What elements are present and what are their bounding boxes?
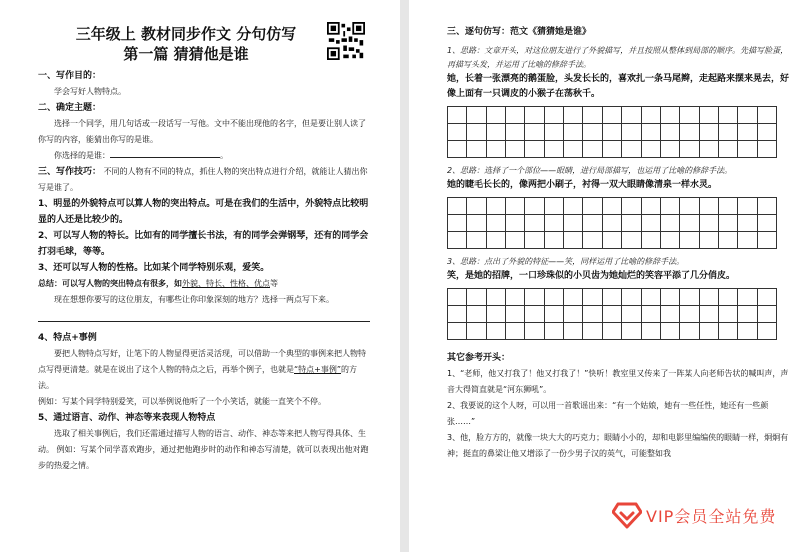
grid-cell[interactable] — [487, 141, 506, 158]
grid-cell[interactable] — [719, 215, 738, 232]
grid-cell[interactable] — [506, 232, 525, 249]
vip-watermark-text: VIP会员全站免费 — [646, 506, 777, 526]
grid-cell[interactable] — [448, 306, 467, 323]
paragraph: 选择一个同学，用几句话或一段话写一写他。文中不能出现他的名字，但是要让别人读了你写的内容，能猜出你写的是谁。 — [38, 119, 366, 144]
vip-watermark — [612, 500, 800, 530]
grid-cell[interactable] — [467, 124, 486, 141]
grid-cell[interactable] — [603, 323, 622, 340]
section-heading: 4、特点+事例 — [38, 333, 97, 343]
grid-cell[interactable] — [680, 306, 699, 323]
grid-cell[interactable] — [487, 198, 506, 215]
grid-cell[interactable] — [583, 124, 602, 141]
grid-cell[interactable] — [448, 107, 467, 124]
grid-cell[interactable] — [680, 124, 699, 141]
section-heading: 一、写作目的： — [38, 71, 102, 81]
writing-grid[interactable] — [447, 197, 777, 249]
grid-cell[interactable] — [603, 198, 622, 215]
grid-cell[interactable] — [738, 215, 757, 232]
writing-grid[interactable] — [447, 288, 777, 340]
grid-cell[interactable] — [564, 141, 583, 158]
grid-cell[interactable] — [680, 215, 699, 232]
grid-cell[interactable] — [448, 124, 467, 141]
summary: 总结：可以写人物的突出特点有很多，如外貌、特长、性格、优点等 — [38, 279, 278, 288]
grid-cell[interactable] — [525, 323, 544, 340]
grid-cell[interactable] — [545, 107, 564, 124]
grid-cell[interactable] — [758, 306, 777, 323]
grid-cell[interactable] — [525, 124, 544, 141]
grid-cell[interactable] — [661, 198, 680, 215]
section-heading: 三、写作技巧： — [38, 167, 102, 177]
grid-cell[interactable] — [448, 289, 467, 306]
grid-cell[interactable] — [700, 232, 719, 249]
grid-cell[interactable] — [506, 107, 525, 124]
sample-sentence: 她，长着一张漂亮的鹅蛋脸，头发长长的，喜欢扎一条马尾辫，走起路来摆来晃去，好像上面有一只调皮的小猴子在荡秋千。 — [447, 74, 790, 99]
grid-cell[interactable] — [661, 306, 680, 323]
grid-cell[interactable] — [564, 289, 583, 306]
grid-cell[interactable] — [758, 289, 777, 306]
grid-cell[interactable] — [758, 124, 777, 141]
grid-cell[interactable] — [583, 323, 602, 340]
grid-cell[interactable] — [583, 198, 602, 215]
section-heading: 二、确定主题： — [38, 103, 102, 113]
section-heading: 三、逐句仿写：范文《猜猜她是谁》 — [447, 27, 592, 37]
grid-cell[interactable] — [738, 289, 757, 306]
grid-cell[interactable] — [622, 289, 641, 306]
grid-cell[interactable] — [467, 141, 486, 158]
grid-cell[interactable] — [545, 141, 564, 158]
grid-cell[interactable] — [622, 124, 641, 141]
grid-cell[interactable] — [603, 141, 622, 158]
grid-cell[interactable] — [506, 289, 525, 306]
grid-cell[interactable] — [700, 289, 719, 306]
grid-cell[interactable] — [506, 306, 525, 323]
grid-cell[interactable] — [467, 232, 486, 249]
grid-cell[interactable] — [487, 306, 506, 323]
grid-cell[interactable] — [525, 232, 544, 249]
grid-cell[interactable] — [487, 289, 506, 306]
grid-cell[interactable] — [719, 289, 738, 306]
grid-cell[interactable] — [758, 232, 777, 249]
grid-cell[interactable] — [642, 141, 661, 158]
section-heading: 5、通过语言、动作、神态等来表现人物特点 — [38, 413, 216, 423]
grid-cell[interactable] — [758, 215, 777, 232]
grid-cell[interactable] — [525, 141, 544, 158]
technique-1: 1、明显的外貌特点可以算人物的突出特点。可是在我们的生活中，外貌特点比较明显的人还是比较少的。 — [38, 199, 369, 225]
grid-cell[interactable] — [758, 107, 777, 124]
grid-cell[interactable] — [661, 124, 680, 141]
grid-cell[interactable] — [700, 198, 719, 215]
grid-cell[interactable] — [506, 215, 525, 232]
grid-cell[interactable] — [583, 107, 602, 124]
grid-cell[interactable] — [487, 215, 506, 232]
grid-cell[interactable] — [642, 107, 661, 124]
grid-cell[interactable] — [545, 232, 564, 249]
grid-cell[interactable] — [622, 232, 641, 249]
grid-cell[interactable] — [564, 107, 583, 124]
grid-cell[interactable] — [467, 323, 486, 340]
prompt-question: 现在想想你要写的这位朋友，有哪些让你印象深刻的地方？选择一两点写下来。 — [54, 295, 334, 304]
model-hint: 3、思路：点出了外貌的特征——笑，同样运用了比喻的修辞手法。 — [447, 257, 685, 266]
grid-cell[interactable] — [680, 323, 699, 340]
grid-cell[interactable] — [545, 323, 564, 340]
grid-cell[interactable] — [467, 215, 486, 232]
grid-cell[interactable] — [525, 289, 544, 306]
grid-cell[interactable] — [642, 198, 661, 215]
grid-cell[interactable] — [583, 289, 602, 306]
grid-cell[interactable] — [738, 306, 757, 323]
grid-cell[interactable] — [564, 198, 583, 215]
grid-cell[interactable] — [622, 306, 641, 323]
grid-cell[interactable] — [661, 323, 680, 340]
grid-cell[interactable] — [525, 107, 544, 124]
qr-code-icon — [327, 22, 365, 60]
paragraph: 学会写好人物特点。 — [54, 87, 126, 96]
page-subtitle: 第一篇 猜猜他是谁 — [123, 45, 249, 63]
grid-cell[interactable] — [642, 306, 661, 323]
answer-line[interactable] — [38, 308, 370, 322]
grid-cell[interactable] — [583, 306, 602, 323]
grid-cell[interactable] — [603, 306, 622, 323]
grid-cell[interactable] — [661, 289, 680, 306]
grid-cell[interactable] — [525, 306, 544, 323]
grid-cell[interactable] — [487, 323, 506, 340]
grid-cell[interactable] — [583, 141, 602, 158]
grid-cell[interactable] — [603, 215, 622, 232]
grid-cell[interactable] — [487, 107, 506, 124]
grid-cell[interactable] — [680, 198, 699, 215]
grid-cell[interactable] — [622, 141, 641, 158]
grid-cell[interactable] — [700, 323, 719, 340]
sample-sentence: 她的睫毛长长的，像两把小刷子，衬得一双大眼睛像清泉一样水灵。 — [447, 180, 718, 190]
grid-cell[interactable] — [700, 124, 719, 141]
grid-cell[interactable] — [622, 323, 641, 340]
grid-cell[interactable] — [448, 141, 467, 158]
grid-cell[interactable] — [603, 107, 622, 124]
grid-cell[interactable] — [448, 198, 467, 215]
grid-cell[interactable] — [719, 232, 738, 249]
grid-cell[interactable] — [467, 289, 486, 306]
page-title: 三年级上 教材同步作文 分句仿写 — [75, 25, 297, 43]
reference-opening: 3、他，脸方方的，就像一块大大的巧克力；眼睛小小的，却和电影里编编侠的眼睛一样，炯炯有神；挺直的鼻梁让他又增添了一份少男子汉的英气，可能整如我 — [447, 433, 789, 458]
grid-cell[interactable] — [467, 198, 486, 215]
grid-cell[interactable] — [564, 124, 583, 141]
grid-cell[interactable] — [545, 289, 564, 306]
worksheet-page-left — [0, 0, 400, 552]
worksheet-page-right — [409, 0, 804, 552]
grid-cell[interactable] — [467, 306, 486, 323]
grid-cell[interactable] — [545, 306, 564, 323]
technique-3: 3、还可以写人物的性格。比如某个同学特别乐观，爱笑。 — [38, 263, 270, 273]
grid-cell[interactable] — [487, 124, 506, 141]
grid-cell[interactable] — [680, 232, 699, 249]
grid-cell[interactable] — [603, 124, 622, 141]
grid-cell[interactable] — [680, 107, 699, 124]
grid-cell[interactable] — [642, 232, 661, 249]
paragraph — [38, 164, 370, 196]
grid-cell[interactable] — [700, 107, 719, 124]
grid-cell[interactable] — [738, 198, 757, 215]
grid-cell[interactable] — [506, 323, 525, 340]
grid-cell[interactable] — [700, 215, 719, 232]
grid-cell[interactable] — [622, 198, 641, 215]
grid-cell[interactable] — [525, 198, 544, 215]
grid-cell[interactable] — [603, 289, 622, 306]
reference-opening: 1、“老师，他又打我了！他又打我了！”快听！教室里又传来了一阵某人向老师告状的喊叫声，声音大得简直就是“河东狮吼”。 — [447, 369, 789, 394]
writing-grid[interactable] — [447, 106, 777, 158]
grid-cell[interactable] — [738, 124, 757, 141]
model-hint: 1、思路：文章开头，对这位朋友进行了外貌描写，并且按照从整体到局部的顺序。先描写脸蛋，再描写头发，并运用了比喻的修辞手法。 — [447, 46, 789, 69]
grid-cell[interactable] — [738, 141, 757, 158]
grid-cell[interactable] — [738, 232, 757, 249]
reference-opening: 2、我要说的这个人呀，可以用一首歌谣出来：“有一个姑娘，她有一些任性，她还有一些颜张……” — [447, 401, 769, 426]
grid-cell[interactable] — [719, 198, 738, 215]
grid-cell[interactable] — [758, 141, 777, 158]
choose-label: 你选择的是谁： — [54, 151, 110, 160]
grid-cell[interactable] — [622, 215, 641, 232]
grid-cell[interactable] — [545, 215, 564, 232]
vip-diamond-icon — [612, 501, 642, 529]
grid-cell[interactable] — [487, 232, 506, 249]
choose-line: 你选择的是谁： 。 — [38, 148, 370, 164]
grid-cell[interactable] — [467, 107, 486, 124]
grid-cell[interactable] — [661, 107, 680, 124]
answer-blank[interactable] — [110, 148, 220, 158]
grid-cell[interactable] — [448, 323, 467, 340]
grid-cell[interactable] — [719, 323, 738, 340]
grid-cell[interactable] — [758, 323, 777, 340]
grid-cell[interactable] — [603, 232, 622, 249]
grid-cell[interactable] — [642, 289, 661, 306]
grid-cell[interactable] — [525, 215, 544, 232]
sample-sentence: 笑，是她的招牌，一口珍珠似的小贝齿为她灿烂的笑容平添了几分俏皮。 — [447, 271, 736, 281]
grid-cell[interactable] — [661, 141, 680, 158]
grid-cell[interactable] — [583, 232, 602, 249]
grid-cell[interactable] — [642, 215, 661, 232]
grid-cell[interactable] — [545, 198, 564, 215]
grid-cell[interactable] — [564, 306, 583, 323]
grid-cell[interactable] — [506, 141, 525, 158]
grid-cell[interactable] — [642, 323, 661, 340]
grid-cell[interactable] — [642, 124, 661, 141]
paragraph: 选取了相关事例后，我们还需通过描写人物的语言、动作、神态等来把人物写得具体、生动。 例如：写某个同学喜欢跑步，通过把他跑步时的动作和神态写清楚，就可以表现出他对跑步的热爱之情。 — [38, 429, 369, 470]
grid-cell[interactable] — [564, 232, 583, 249]
grid-cell[interactable] — [564, 215, 583, 232]
grid-cell[interactable] — [583, 215, 602, 232]
technique-lead: 不同的人物有不同的特点，抓住人物的突出特点进行介绍，就能让人猜出你写是谁了。 — [38, 167, 368, 192]
grid-cell[interactable] — [661, 232, 680, 249]
grid-cell[interactable] — [564, 323, 583, 340]
grid-cell[interactable] — [719, 107, 738, 124]
model-hint: 2、思路：选择了一个部位——眼睛，进行局部描写，也运用了比喻的修辞手法。 — [447, 166, 733, 175]
section-heading: 其它参考开头： — [447, 353, 511, 363]
technique-2: 2、可以写人物的特长。比如有的同学擅长书法，有的同学会弹钢琴，还有的同学会打羽毛球，等等。 — [38, 231, 369, 257]
grid-cell[interactable] — [680, 141, 699, 158]
grid-cell[interactable] — [758, 198, 777, 215]
grid-cell[interactable] — [622, 107, 641, 124]
grid-cell[interactable] — [680, 289, 699, 306]
grid-cell[interactable] — [719, 124, 738, 141]
grid-cell[interactable] — [545, 124, 564, 141]
grid-cell[interactable] — [738, 107, 757, 124]
grid-cell[interactable] — [448, 215, 467, 232]
grid-cell[interactable] — [719, 141, 738, 158]
grid-cell[interactable] — [738, 323, 757, 340]
grid-cell[interactable] — [700, 141, 719, 158]
grid-cell[interactable] — [661, 215, 680, 232]
example: 例如：写某个同学特别爱笑，可以举例说他听了一个小笑话，就能一直笑个不停。 — [38, 397, 326, 406]
grid-cell[interactable] — [719, 306, 738, 323]
grid-cell[interactable] — [448, 232, 467, 249]
grid-cell[interactable] — [506, 198, 525, 215]
paragraph: 要把人物特点写好，让笔下的人物显得更活灵活现，可以借助一个典型的事例来把人物特点写得更清楚。就是在说出了这个人物的特点之后，再举个例子，也就是“特点+事例”的方法。 — [38, 349, 366, 390]
grid-cell[interactable] — [506, 124, 525, 141]
grid-cell[interactable] — [700, 306, 719, 323]
